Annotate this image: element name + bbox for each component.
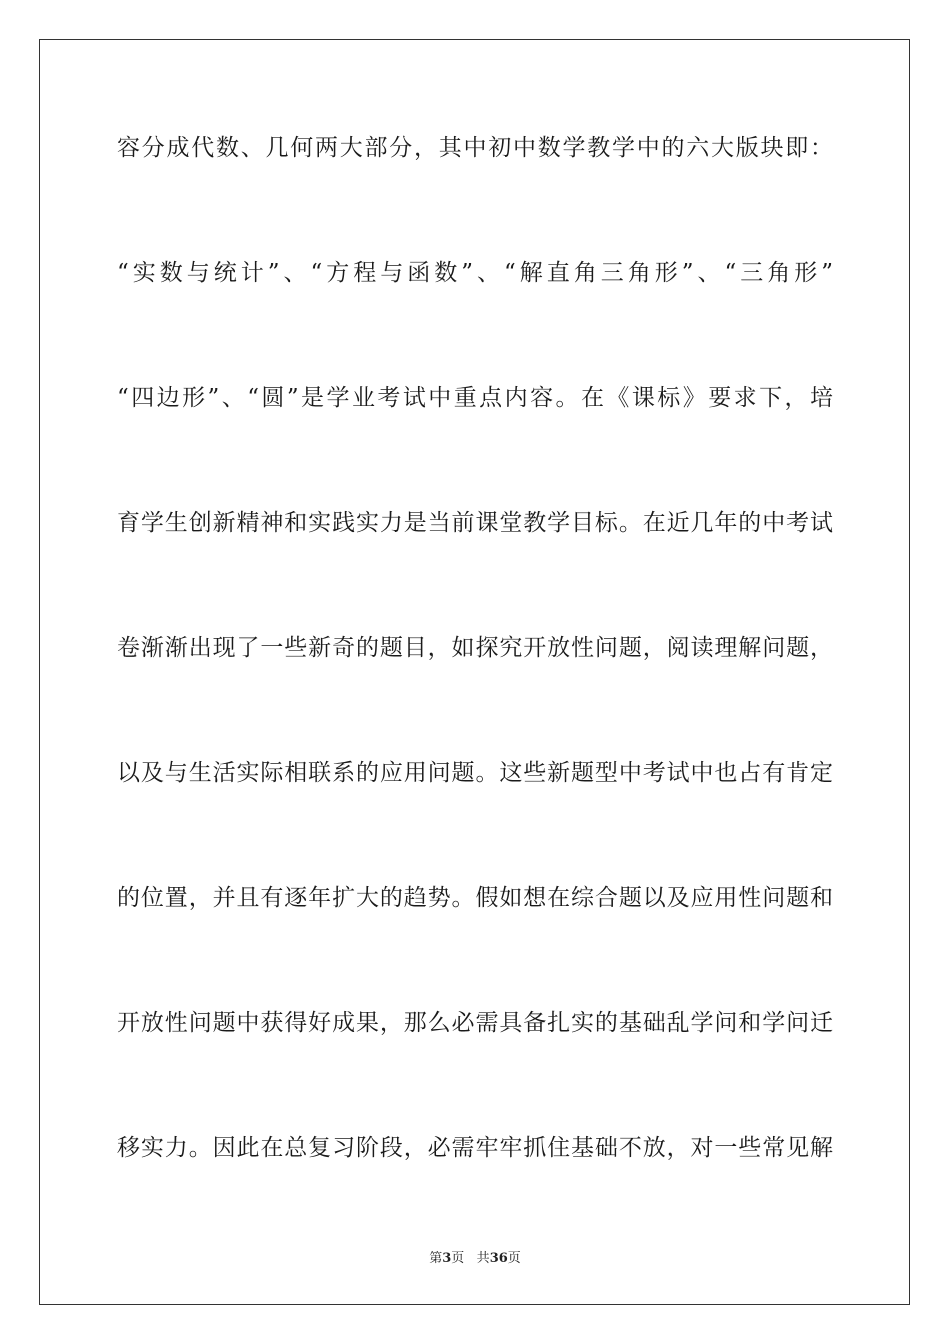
total-prefix: 共 [476,1251,490,1266]
body-text-line: “四边形”、“圆”是学业考试中重点内容。在《课标》要求下，培 [117,385,833,411]
total-pages: 36 [489,1251,508,1266]
body-text-line: 容分成代数、几何两大部分，其中初中数学教学中的六大版块即： [117,135,833,161]
body-text-line: 卷渐渐出现了一些新奇的题目，如探究开放性问题，阅读理解问题， [117,635,833,661]
body-text-line: 开放性问题中获得好成果，那么必需具备扎实的基础乱学问和学问迁 [117,1010,833,1036]
body-text-line: 的位置，并且有逐年扩大的趋势。假如想在综合题以及应用性问题和 [117,885,833,911]
body-text-line: “实数与统计”、“方程与函数”、“解直角三角形”、“三角形” [117,260,833,286]
page-suffix: 页 [451,1251,465,1266]
total-suffix: 页 [507,1251,521,1266]
body-text-line: 移实力。因此在总复习阶段，必需牢牢抓住基础不放，对一些常见解 [117,1135,833,1161]
page-prefix: 第 [429,1251,443,1266]
page-border [39,39,910,1305]
body-text-line: 以及与生活实际相联系的应用问题。这些新题型中考试中也占有肯定 [117,760,833,786]
page-number: 3 [442,1251,452,1266]
page-footer [0,1247,950,1266]
body-text-line: 育学生创新精神和实践实力是当前课堂教学目标。在近几年的中考试 [117,510,833,536]
